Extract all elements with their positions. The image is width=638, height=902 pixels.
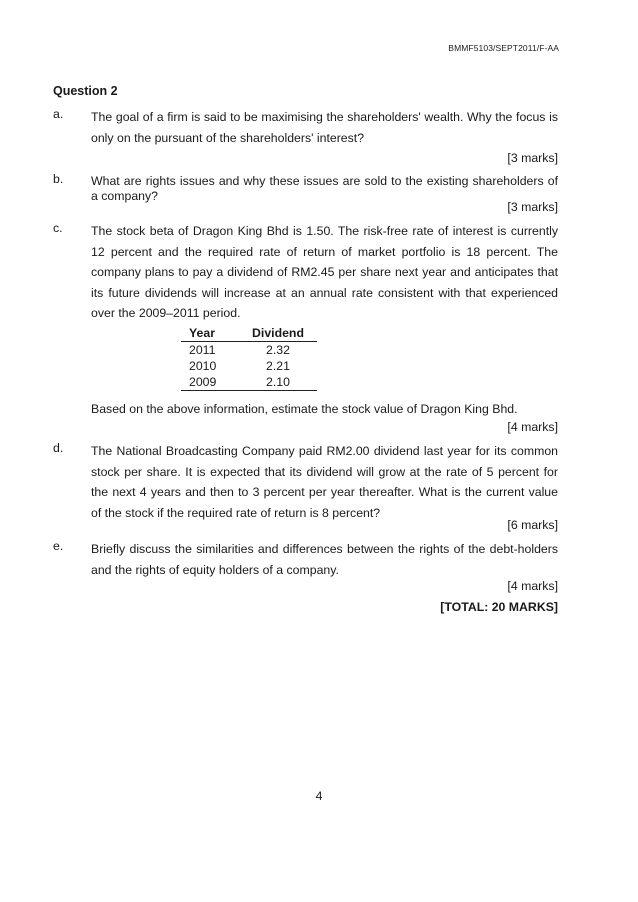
part-a-marks: [3 marks] (507, 151, 558, 165)
part-text: The stock beta of Dragon King Bhd is 1.50. The risk-free rate of interest is currently 12 percent and the required rate of return of market portfolio is 18 percent. The company plans to pay a dividend of RM2.45 per share next year and anticipates that its future dividends will increase at an annual rate consistent with that experienced over the 2009–2011 period. (91, 224, 558, 320)
table-cell-dividend: 2.21 (266, 359, 290, 373)
part-letter: c. (53, 221, 63, 235)
part-letter: b. (53, 172, 64, 186)
part-e-marks: [4 marks] (507, 579, 558, 593)
table-header-dividend: Dividend (239, 324, 317, 342)
course-code-header: BMMF5103/SEPT2011/F-AA (448, 43, 559, 53)
question-part-e (53, 539, 558, 580)
table-cell-year: 2009 (181, 374, 239, 391)
question-part-a (53, 107, 558, 148)
total-marks: [TOTAL: 20 MARKS] (440, 600, 558, 614)
part-letter: e. (53, 539, 64, 553)
part-b-marks: [3 marks] (507, 200, 558, 214)
question-part-b (53, 172, 558, 204)
table-header-row (181, 324, 317, 342)
table-cell-year: 2010 (189, 359, 217, 373)
part-text: The National Broadcasting Company paid RM2.00 dividend last year for its common stock per share. It is expected that its dividend will grow at the rate of 5 percent for the next 4 years and then to 3 percent per year thereafter. What is the current value of the stock if the required rate of return is 8 percent? (91, 444, 558, 520)
part-d-marks: [6 marks] (507, 518, 558, 532)
question-title: Question 2 (53, 84, 118, 98)
table-cell-dividend: 2.10 (239, 374, 317, 391)
table-cell-dividend: 2.32 (266, 343, 290, 357)
part-text: The goal of a firm is said to be maximising the shareholders' wealth. Why the focus is only on the pursuant of the shareholders' interest? (91, 110, 558, 145)
question-part-d (53, 441, 558, 523)
part-text: Briefly discuss the similarities and differences between the rights of the debt-holders and the rights of equity holders of a company. (91, 542, 558, 577)
part-text: What are rights issues and why these issues are sold to the existing shareholders of a company? (91, 174, 558, 203)
dividend-table (181, 324, 317, 391)
part-letter: a. (53, 107, 64, 121)
question-part-c (53, 221, 558, 324)
table-row (181, 374, 317, 391)
part-c-marks: [4 marks] (507, 420, 558, 434)
table-cell-year: 2011 (189, 343, 216, 357)
table-header-year: Year (181, 324, 239, 342)
part-c-instruction: Based on the above information, estimate the stock value of Dragon King Bhd. (91, 402, 518, 416)
page-number: 4 (315, 789, 323, 803)
table-row (181, 358, 317, 374)
part-letter: d. (53, 441, 64, 455)
table-row (181, 342, 317, 359)
